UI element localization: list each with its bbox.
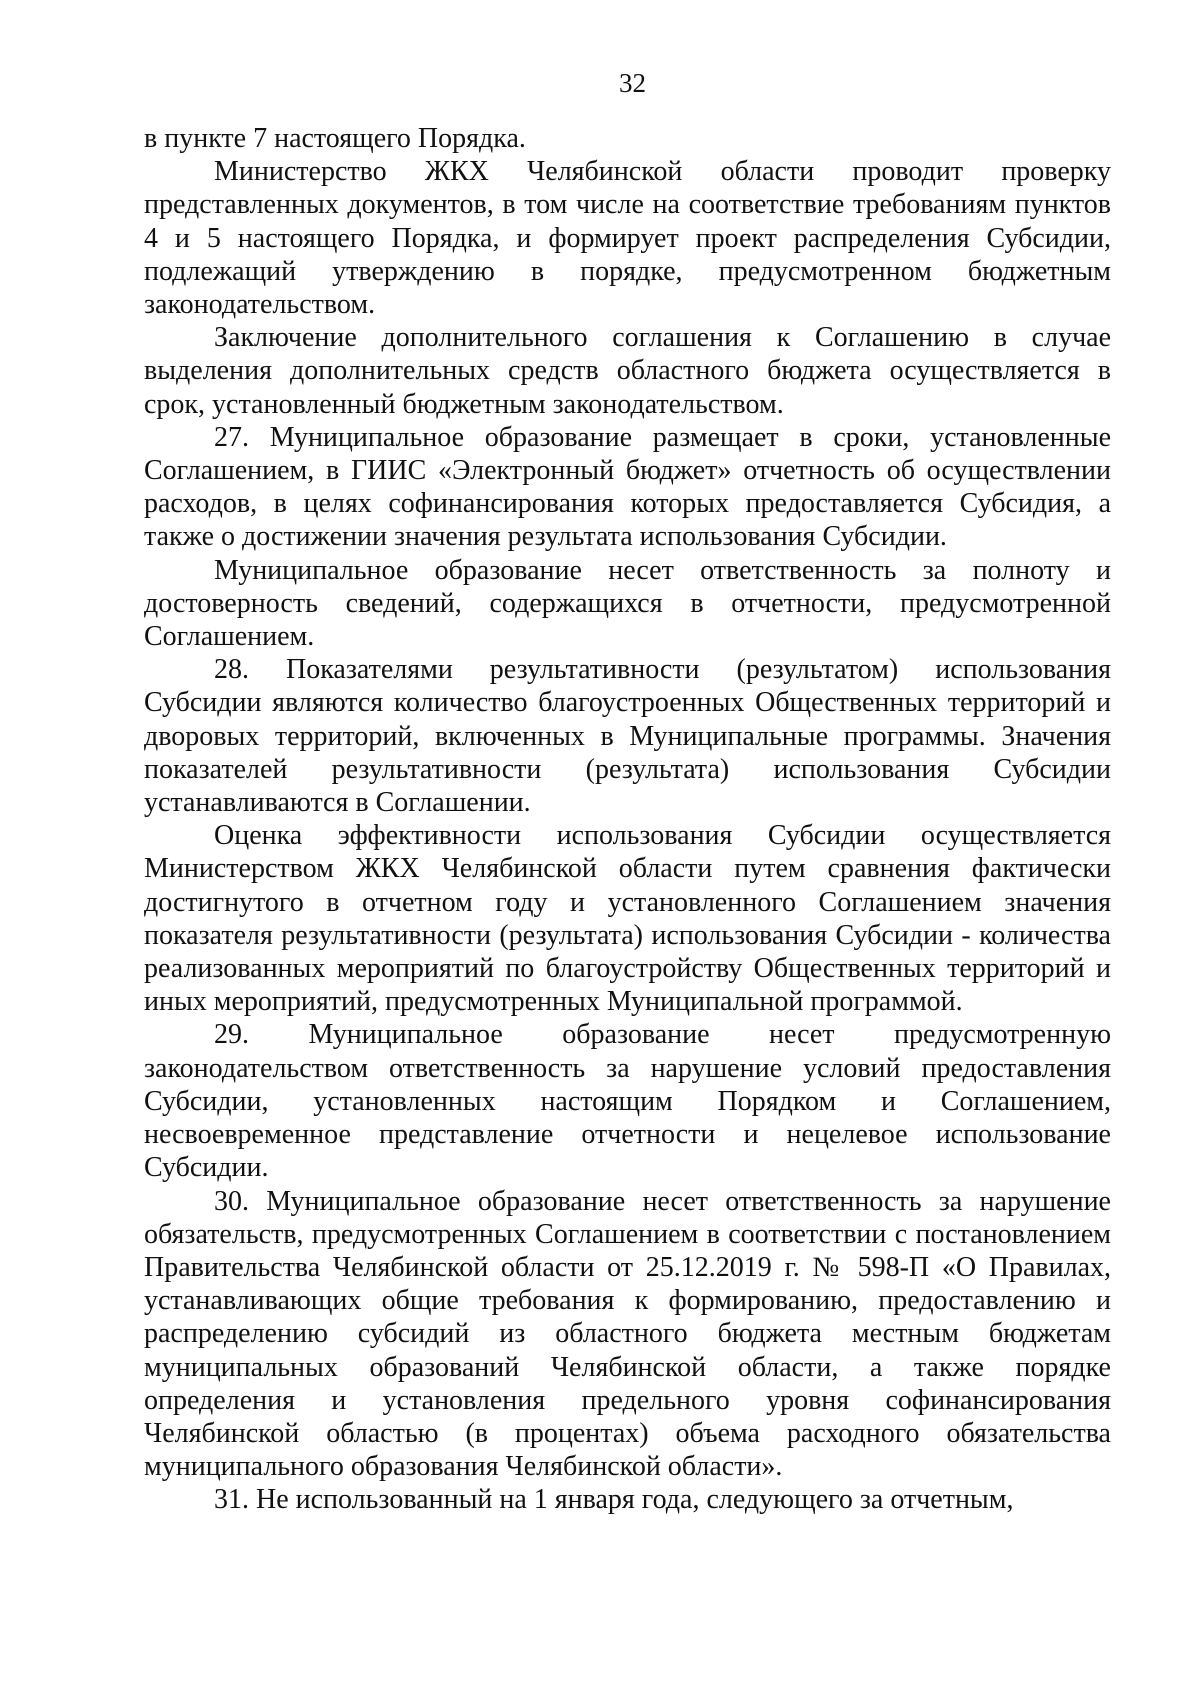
paragraph: 28. Показателями результативности (результатом) использования Субсидии являются количество благоустроенных Общественных территорий и дворовых территорий, включенных в Муниципальные программы. Значения показателей результативности (результата) использования Субсидии устанавливаются в Соглашении. bbox=[144, 654, 1111, 819]
page-number: 32 bbox=[619, 68, 646, 98]
paragraph: в пункте 7 настоящего Порядка. bbox=[144, 123, 526, 154]
paragraph: 31. Не использованный на 1 января года, следующего за отчетным, bbox=[214, 1484, 1014, 1516]
paragraph: 30. Муниципальное образование несет ответственность за нарушение обязательств, предусмотренных Соглашением в соответствии с постановлением Правительства Челябинской области от 25.12.2019 г. № 598-П «О Правилах, устанавливающих общие требования к формированию, предоставлению и распределению субсидий из областного бюджета местным бюджетам муниципальных образований Челябинской области, а также порядке определения и установления предельного уровня софинансирования Челябинской областью (в процентах) объема расходного обязательства муниципального образования Челябинской области». bbox=[144, 1185, 1111, 1483]
document-body bbox=[144, 122, 1111, 1517]
paragraph: Министерство ЖКХ Челябинской области проводит проверку представленных документов, в том числе на соответствие требованиям пунктов 4 и 5 настоящего Порядка, и формирует проект распределения Субсидии, подлежащий утверждению в порядке, предусмотренном бюджетным законодательством. bbox=[144, 156, 1111, 321]
document-page bbox=[144, 66, 1111, 1517]
paragraph: Заключение дополнительного соглашения к Соглашению в случае выделения дополнительных средств областного бюджета осуществляется в срок, установленный бюджетным законодательством. bbox=[144, 322, 1111, 420]
paragraph: 27. Муниципальное образование размещает в сроки, установленные Соглашением, в ГИИС «Электронный бюджет» отчетность об осуществлении расходов, в целях софинансирования которых предоставляется Субсидия, а также о достижении значения результата использования Субсидии. bbox=[144, 421, 1111, 553]
paragraph: Муниципальное образование несет ответственность за полноту и достоверность сведений, содержащихся в отчетности, предусмотренной Соглашением. bbox=[144, 554, 1111, 653]
paragraph: Оценка эффективности использования Субсидии осуществляется Министерством ЖКХ Челябинской области путем сравнения фактически достигнутого в отчетном году и установленного Соглашением значения показателя результативности (результата) использования Субсидии - количества реализованных мероприятий по благоустройству Общественных территорий и иных мероприятий, предусмотренных Муниципальной программой. bbox=[144, 820, 1111, 1018]
paragraph: 29. Муниципальное образование несет предусмотренную законодательством ответственность за нарушение условий предоставления Субсидии, установленных настоящим Порядком и Соглашением, несвоевременное представление отчетности и нецелевое использование Субсидии. bbox=[144, 1019, 1111, 1184]
